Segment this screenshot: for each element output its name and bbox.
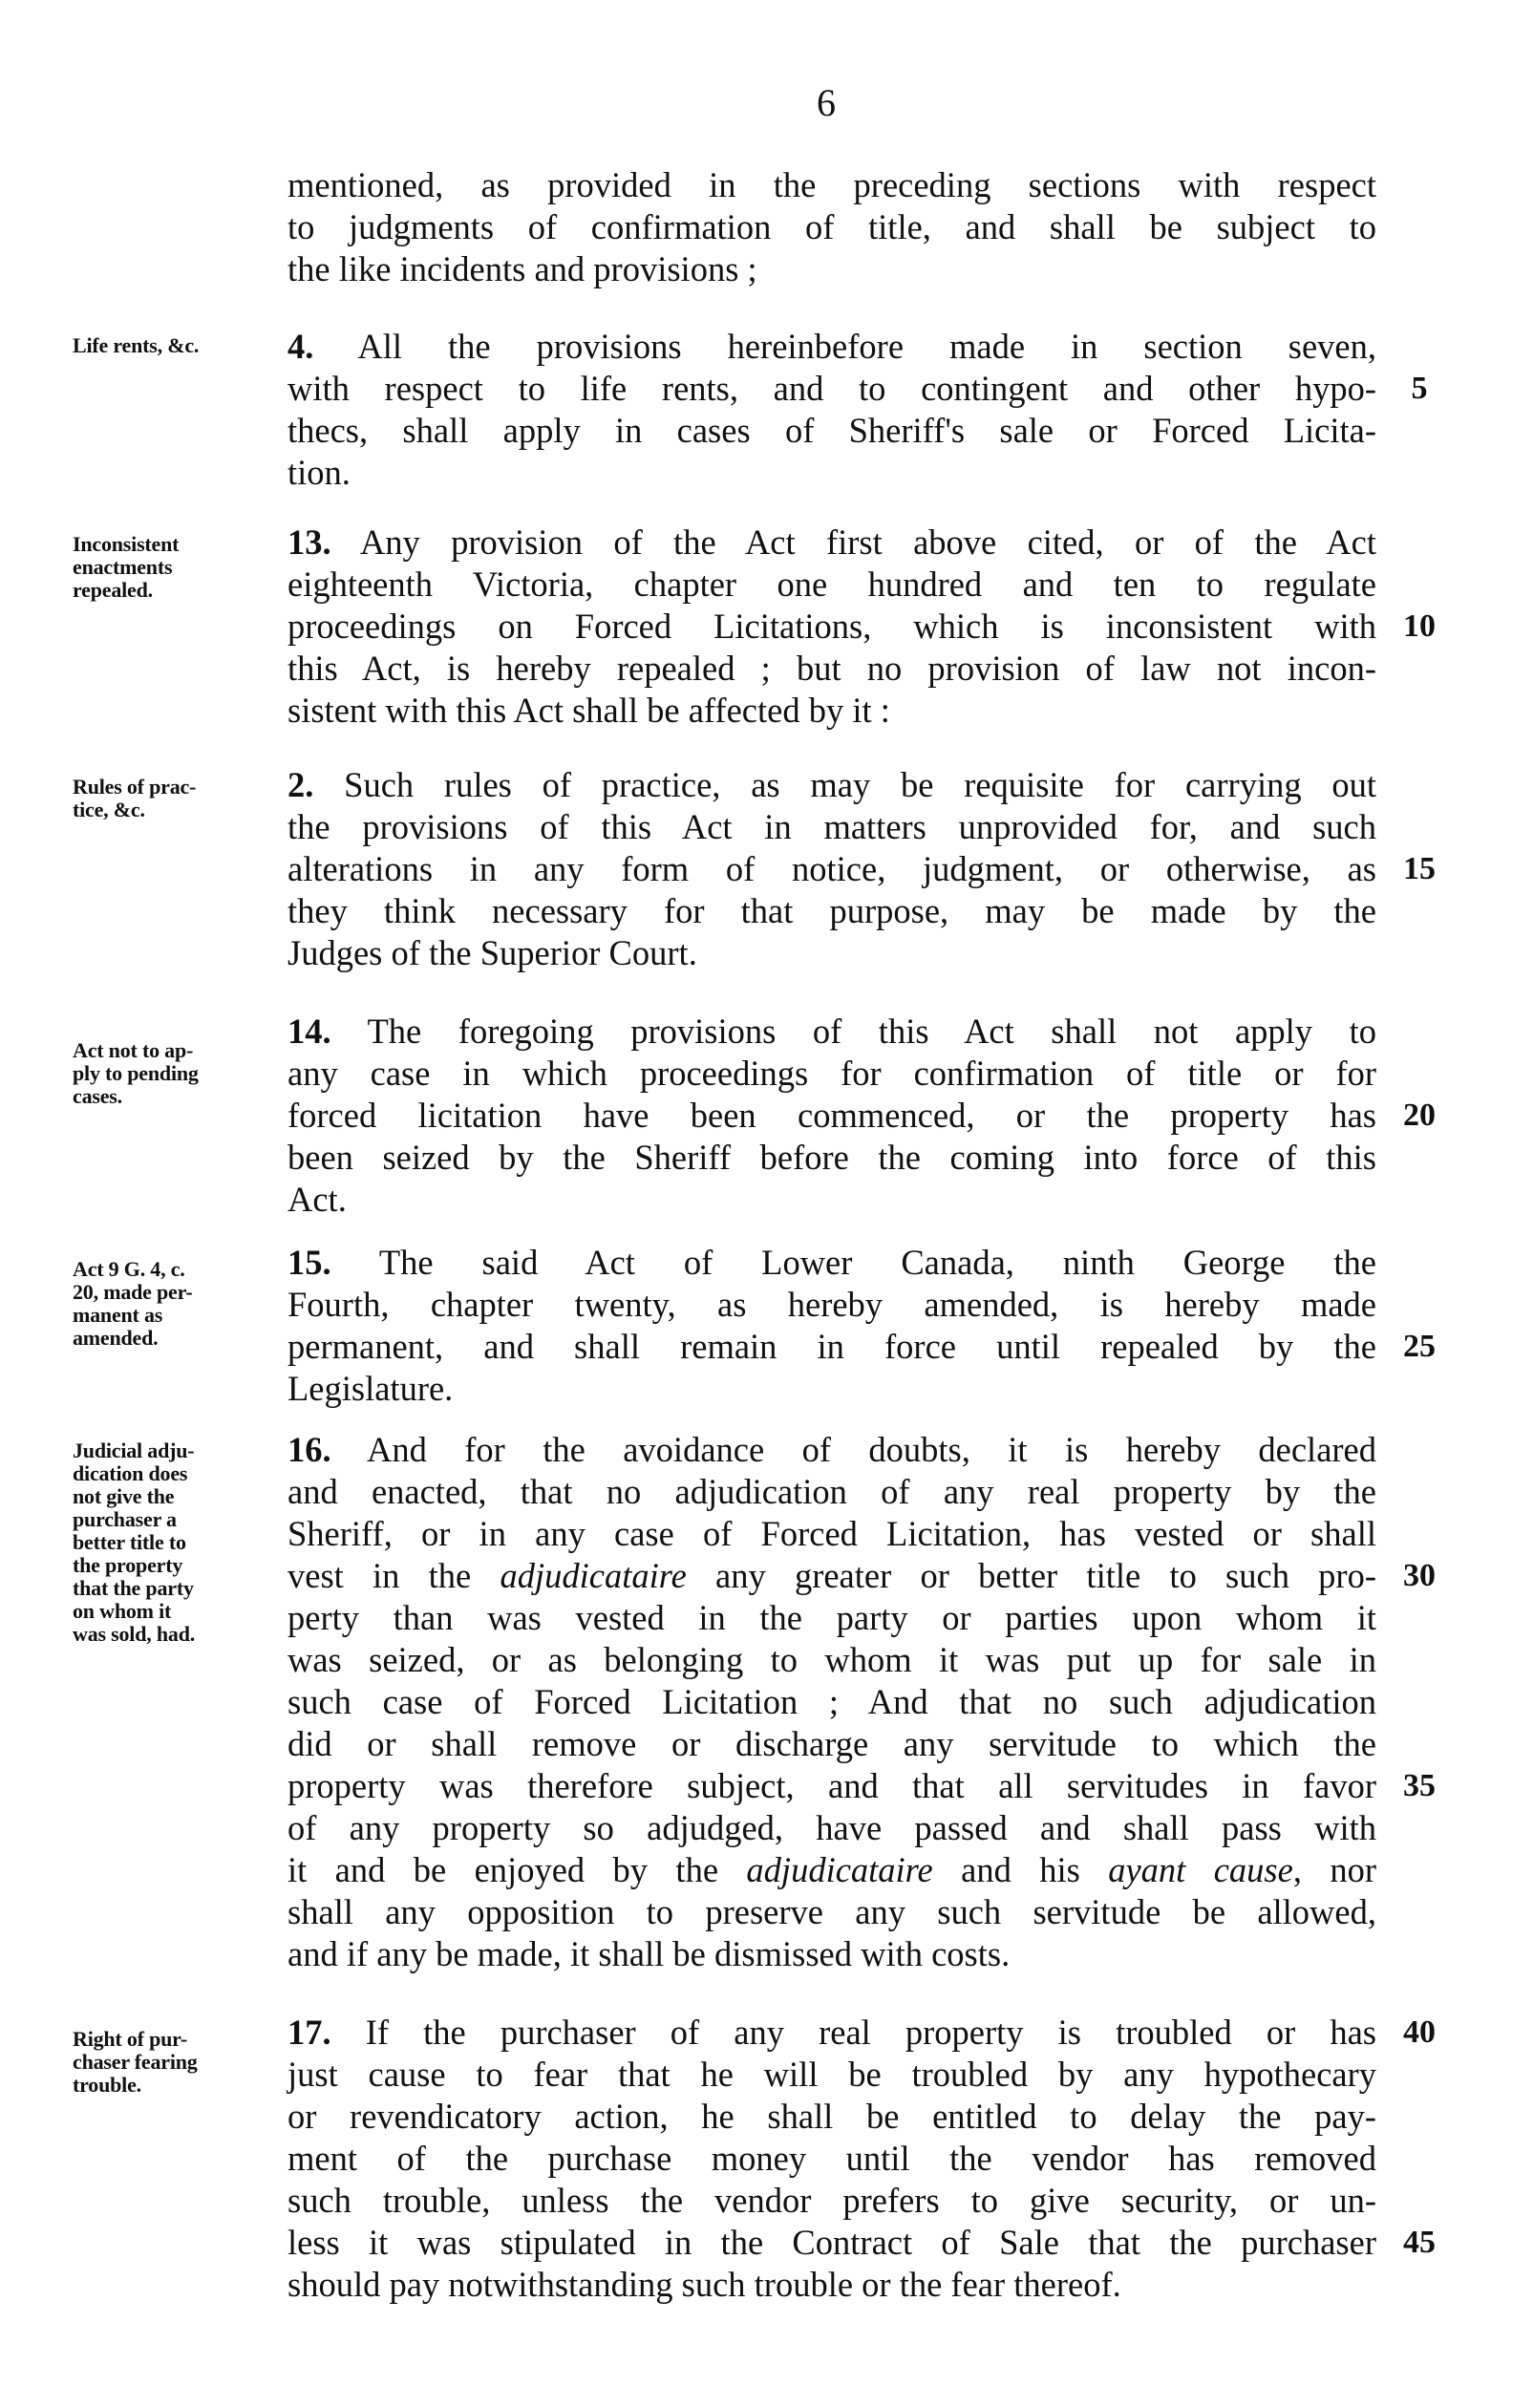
margin-note-act-9-g-4 <box>73 1258 287 1350</box>
margin-note-line: Act 9 G. 4, c. <box>73 1257 185 1281</box>
margin-note-line: cases. <box>73 1084 122 1108</box>
text-line: been seized by the Sheriff before the coming into force of this <box>287 1138 1376 1177</box>
section-number: 14. <box>287 1012 331 1051</box>
margin-note-line: tice, &c. <box>73 798 145 821</box>
text-line <box>287 522 1376 564</box>
text-line: the like incidents and provisions ; <box>287 249 757 288</box>
margin-note-line: the property <box>73 1553 183 1577</box>
text-line-content: If the purchaser of any real property is troubled or has <box>330 2013 1376 2052</box>
margin-note-rules-of-practice <box>73 776 287 821</box>
section-17-paragraph <box>287 2012 1376 2306</box>
margin-note-line: enactments <box>73 555 173 579</box>
line-number: 5 <box>1411 371 1428 406</box>
text-line: property was therefore subject, and that all servitudes in favor <box>287 1766 1376 1805</box>
page-number: 6 <box>817 81 836 124</box>
text-line: Act. <box>287 1180 347 1219</box>
section-number: 2. <box>287 765 314 804</box>
line-number: 40 <box>1403 2014 1436 2050</box>
text-line: to judgments of confirmation of title, and shall be subject to <box>287 207 1376 246</box>
margin-note-judicial-adjudication <box>73 1439 287 1646</box>
section-16-paragraph <box>287 1429 1376 1975</box>
text-line: or revendicatory action, he shall be entitled to delay the pay- <box>287 2097 1376 2136</box>
line-number: 35 <box>1403 1768 1436 1803</box>
text-line: such case of Forced Licitation ; And that no such adjudication <box>287 1682 1376 1721</box>
margin-note-line: manent as <box>73 1303 163 1327</box>
margin-note-line: amended. <box>73 1326 159 1350</box>
text-line: should pay notwithstanding such trouble or the fear thereof. <box>287 2265 1121 2304</box>
margin-note-line: chaser fearing <box>73 2050 198 2074</box>
text-line: proceedings on Forced Licitations, which is inconsistent with <box>287 607 1376 646</box>
margin-note-line: better title to <box>73 1530 186 1554</box>
text-line <box>287 326 1376 368</box>
text-line: any case in which proceedings for confirmation of title or for <box>287 1054 1376 1093</box>
section-number: 4. <box>287 327 314 366</box>
section-number: 15. <box>287 1243 331 1282</box>
margin-note-line: not give the <box>73 1484 175 1508</box>
line-number: 15 <box>1403 851 1436 886</box>
text-line-content: Such rules of practice, as may be requisite for carrying out <box>313 765 1376 804</box>
text-line-content: And for the avoidance of doubts, it is hereby declared <box>330 1430 1376 1469</box>
continuation-paragraph <box>287 164 1376 290</box>
section-number: 17. <box>287 2013 331 2052</box>
text-line <box>287 764 1376 806</box>
text-line <box>287 1242 1376 1284</box>
text-line <box>287 2012 1376 2054</box>
text-line: Fourth, chapter twenty, as hereby amended, is hereby made <box>287 1285 1376 1324</box>
text-line: such trouble, unless the vendor prefers to give security, or un- <box>287 2181 1376 2220</box>
text-line: just cause to fear that he will be troubled by any hypothecary <box>287 2055 1376 2094</box>
margin-note-line: Inconsistent <box>73 532 180 556</box>
margin-note-line: Life rents, &c. <box>73 333 200 357</box>
text-line-content: The said Act of Lower Canada, ninth George the <box>330 1243 1376 1282</box>
text-line-content: Any provision of the Act first above cited, or of the Act <box>330 522 1376 562</box>
text-line: Judges of the Superior Court. <box>287 933 697 972</box>
section-4-paragraph <box>287 326 1376 494</box>
text-line: tion. <box>287 453 351 492</box>
section-13-paragraph <box>287 522 1376 732</box>
text-line: it and be enjoyed by the adjudicataire and his ayant cause, nor <box>287 1850 1376 1889</box>
line-number: 30 <box>1403 1558 1436 1593</box>
section-number: 16. <box>287 1430 331 1469</box>
text-line: perty than was vested in the party or parties upon whom it <box>287 1598 1376 1637</box>
text-line: ment of the purchase money until the vendor has removed <box>287 2139 1376 2178</box>
text-line: permanent, and shall remain in force until repealed by the <box>287 1327 1376 1366</box>
section-number: 13. <box>287 522 331 562</box>
text-line-content: All the provisions hereinbefore made in section seven, <box>313 327 1376 366</box>
line-number: 20 <box>1403 1097 1436 1133</box>
margin-note-line: ply to pending <box>73 1061 199 1085</box>
text-line: this Act, is hereby repealed ; but no provision of law not incon- <box>287 649 1376 688</box>
section-2-paragraph <box>287 764 1376 974</box>
margin-note-line: was sold, had. <box>73 1622 196 1646</box>
text-line: and if any be made, it shall be dismissed with costs. <box>287 1934 1011 1973</box>
margin-note-line: Right of pur- <box>73 2027 188 2051</box>
text-line: and enacted, that no adjudication of any real property by the <box>287 1472 1376 1511</box>
text-line <box>287 1011 1376 1053</box>
margin-note-line: Judicial adju- <box>73 1438 195 1462</box>
margin-note-line: Act not to ap- <box>73 1038 194 1062</box>
section-15-paragraph <box>287 1242 1376 1410</box>
text-line: vest in the adjudicataire any greater or better title to such pro- <box>287 1556 1376 1595</box>
line-number: 10 <box>1403 608 1436 644</box>
margin-note-right-of-purchaser <box>73 2028 287 2097</box>
margin-note-line: that the party <box>73 1576 194 1600</box>
text-line: of any property so adjudged, have passed and shall pass with <box>287 1808 1376 1847</box>
text-line: alterations in any form of notice, judgment, or otherwise, as <box>287 849 1376 888</box>
text-line: sistent with this Act shall be affected by it : <box>287 691 890 730</box>
text-line: less it was stipulated in the Contract of Sale that the purchaser <box>287 2223 1376 2262</box>
text-line: thecs, shall apply in cases of Sheriff's sale or Forced Licita- <box>287 411 1376 450</box>
margin-note-line: trouble. <box>73 2073 141 2097</box>
margin-note-line: Rules of prac- <box>73 775 197 799</box>
text-line: mentioned, as provided in the preceding sections with respect <box>287 165 1376 204</box>
margin-note-line: on whom it <box>73 1599 172 1623</box>
text-line: forced licitation have been commenced, or the property has <box>287 1096 1376 1135</box>
text-line: they think necessary for that purpose, may be made by the <box>287 891 1376 930</box>
text-line: Sheriff, or in any case of Forced Licitation, has vested or shall <box>287 1514 1376 1553</box>
margin-note-line: repealed. <box>73 578 153 602</box>
margin-note-line: purchaser a <box>73 1507 177 1531</box>
text-line: was seized, or as belonging to whom it was put up for sale in <box>287 1640 1376 1679</box>
line-number: 25 <box>1403 1329 1436 1364</box>
margin-note-inconsistent-enactments <box>73 533 287 602</box>
line-number: 45 <box>1403 2225 1436 2260</box>
text-line-content: The foregoing provisions of this Act shall not apply to <box>330 1012 1376 1051</box>
margin-note-life-rents <box>73 334 287 357</box>
text-line <box>287 1429 1376 1471</box>
margin-note-line: 20, made per- <box>73 1280 193 1304</box>
section-14-paragraph <box>287 1011 1376 1221</box>
text-line: eighteenth Victoria, chapter one hundred and ten to regulate <box>287 565 1376 604</box>
text-line: the provisions of this Act in matters unprovided for, and such <box>287 807 1376 846</box>
margin-note-pending-cases <box>73 1039 287 1108</box>
text-line: Legislature. <box>287 1369 454 1408</box>
text-line: did or shall remove or discharge any servitude to which the <box>287 1724 1376 1763</box>
text-line: with respect to life rents, and to contingent and other hypo- <box>287 369 1376 408</box>
text-line: shall any opposition to preserve any such servitude be allowed, <box>287 1892 1376 1931</box>
margin-note-line: dication does <box>73 1461 188 1485</box>
